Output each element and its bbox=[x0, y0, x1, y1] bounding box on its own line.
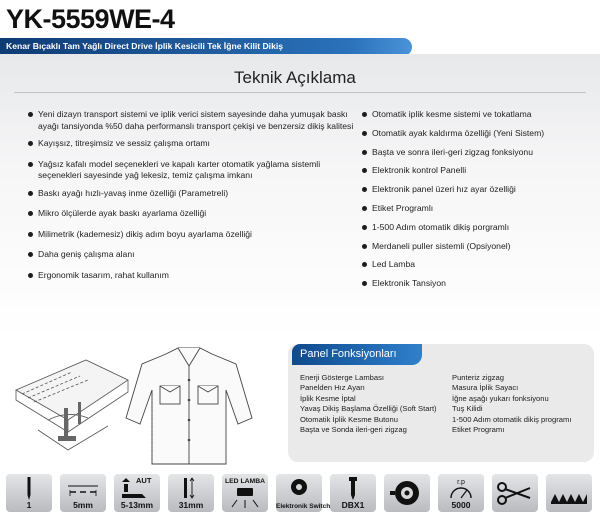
icon-top-text: AUT bbox=[136, 476, 152, 485]
list-item: Tuş Kilidi bbox=[452, 404, 483, 414]
list-item: Elektronik panel üzeri hız ayar özelliği bbox=[362, 184, 598, 196]
subtitle-text: Kenar Bıçaklı Tam Yağlı Direct Drive İplik Kesicili Tek İğne Kilit Dikiş bbox=[6, 41, 284, 51]
speed-icon bbox=[438, 474, 484, 512]
spec-left-list bbox=[28, 109, 358, 290]
spec-heading: Teknik Açıklama bbox=[234, 68, 356, 87]
icon-label: Elektronik Switch bbox=[276, 503, 331, 510]
icon-label: 5000 bbox=[451, 500, 471, 510]
list-item: Led Lamba bbox=[362, 259, 598, 271]
bobbin-icon bbox=[384, 474, 430, 512]
icon-label: 31mm bbox=[178, 500, 204, 510]
edge-knife-icon bbox=[546, 474, 592, 512]
list-item: İğne aşağı yukarı fonksiyonu bbox=[452, 393, 549, 403]
list-item: Başta ve Sonda ileri-geri zigzag bbox=[300, 425, 407, 435]
list-item: Panelden Hız Ayarı bbox=[300, 383, 365, 393]
shirt-illustration bbox=[118, 340, 260, 470]
list-item: 1-500 Adım otomatik dikiş programı bbox=[452, 414, 572, 424]
list-item: Milimetrik (kademesiz) dikiş adım boyu ayarlama özelliği bbox=[28, 229, 358, 241]
list-item: Otomatik iplik kesme sistemi ve tokatlama bbox=[362, 109, 598, 121]
list-item: İplik Kesme İptal bbox=[300, 393, 356, 403]
panel-functions-title: Panel Fonksiyonları bbox=[300, 348, 397, 360]
presser-foot-icon bbox=[114, 474, 160, 512]
list-item: Otomatik ayak kaldırma özelliği (Yeni Sistem) bbox=[362, 128, 598, 140]
panel-functions-right bbox=[452, 373, 571, 435]
list-item: Punteriz zigzag bbox=[452, 373, 504, 382]
scissors-icon bbox=[492, 474, 538, 512]
list-item: Etiket Programlı bbox=[362, 203, 598, 215]
list-item: Etiket Programı bbox=[452, 425, 505, 435]
stitch-length-icon bbox=[60, 474, 106, 512]
panel-functions-left bbox=[300, 373, 437, 435]
list-item: Enerji Gösterge Lambası bbox=[300, 373, 384, 382]
list-item: Elektronik kontrol Panelli bbox=[362, 165, 598, 177]
direct-drive-icon bbox=[330, 474, 376, 512]
list-item: Başta ve sonra ileri-geri zigzag fonksiyonu bbox=[362, 147, 598, 159]
list-item: 1-500 Adım otomatik dikiş porgramlı bbox=[362, 222, 598, 234]
led-lamp-icon bbox=[222, 474, 268, 512]
list-item: Merdaneli puller sistemli (Opsiyonel) bbox=[362, 241, 598, 253]
list-item: Mikro ölçülerde ayak baskı ayarlama özelliği bbox=[28, 208, 358, 220]
feature-icon-row bbox=[0, 473, 600, 527]
electronic-switch-icon bbox=[276, 474, 331, 512]
icon-top-text: r.p bbox=[457, 479, 465, 486]
icon-label: 1 bbox=[26, 500, 32, 510]
needle-count-icon bbox=[6, 474, 52, 512]
list-item: Yeni dizayn transport sistemi ve iplik verici sistem sayesinde daha yumuşak baskı ayağı tansiyonda %50 daha performanslı transport çekişi ve benzersiz dikiş kalitesi bbox=[28, 109, 358, 132]
list-item: Ergonomik tasarım, rahat kullanım bbox=[28, 270, 358, 282]
list-item: Yavaş Dikiş Başlama Özelliği (Soft Start) bbox=[300, 404, 437, 414]
needle-bar-stroke-icon bbox=[168, 474, 214, 512]
list-item: Elektronik Tansiyon bbox=[362, 278, 598, 290]
icon-label: 5mm bbox=[73, 500, 93, 510]
spec-right-list bbox=[362, 109, 598, 297]
icon-top-text: LED LAMBA bbox=[224, 478, 266, 485]
list-item: Baskı ayağı hızlı-yavaş inme özelliği (Parametreli) bbox=[28, 188, 358, 200]
list-item: Kayışsız, titreşimsiz ve sessiz çalışma ortamı bbox=[28, 138, 358, 150]
icon-label: DBX1 bbox=[341, 500, 365, 510]
model-title: YK-5559WE-4 bbox=[6, 4, 175, 34]
icon-label: 5-13mm bbox=[120, 500, 154, 510]
list-item: Yağsız kafalı model seçenekleri ve kapalı karter otomatik yağlama sistemli seçenekleri sayesinde yağ lekesiz, temiz çalışma imkanı bbox=[28, 159, 358, 182]
list-item: Daha geniş çalışma alanı bbox=[28, 249, 358, 261]
divider bbox=[14, 92, 586, 93]
list-item: Otomatik İplik Kesme Butonu bbox=[300, 414, 398, 424]
list-item: Masura İplik Sayacı bbox=[452, 383, 519, 393]
